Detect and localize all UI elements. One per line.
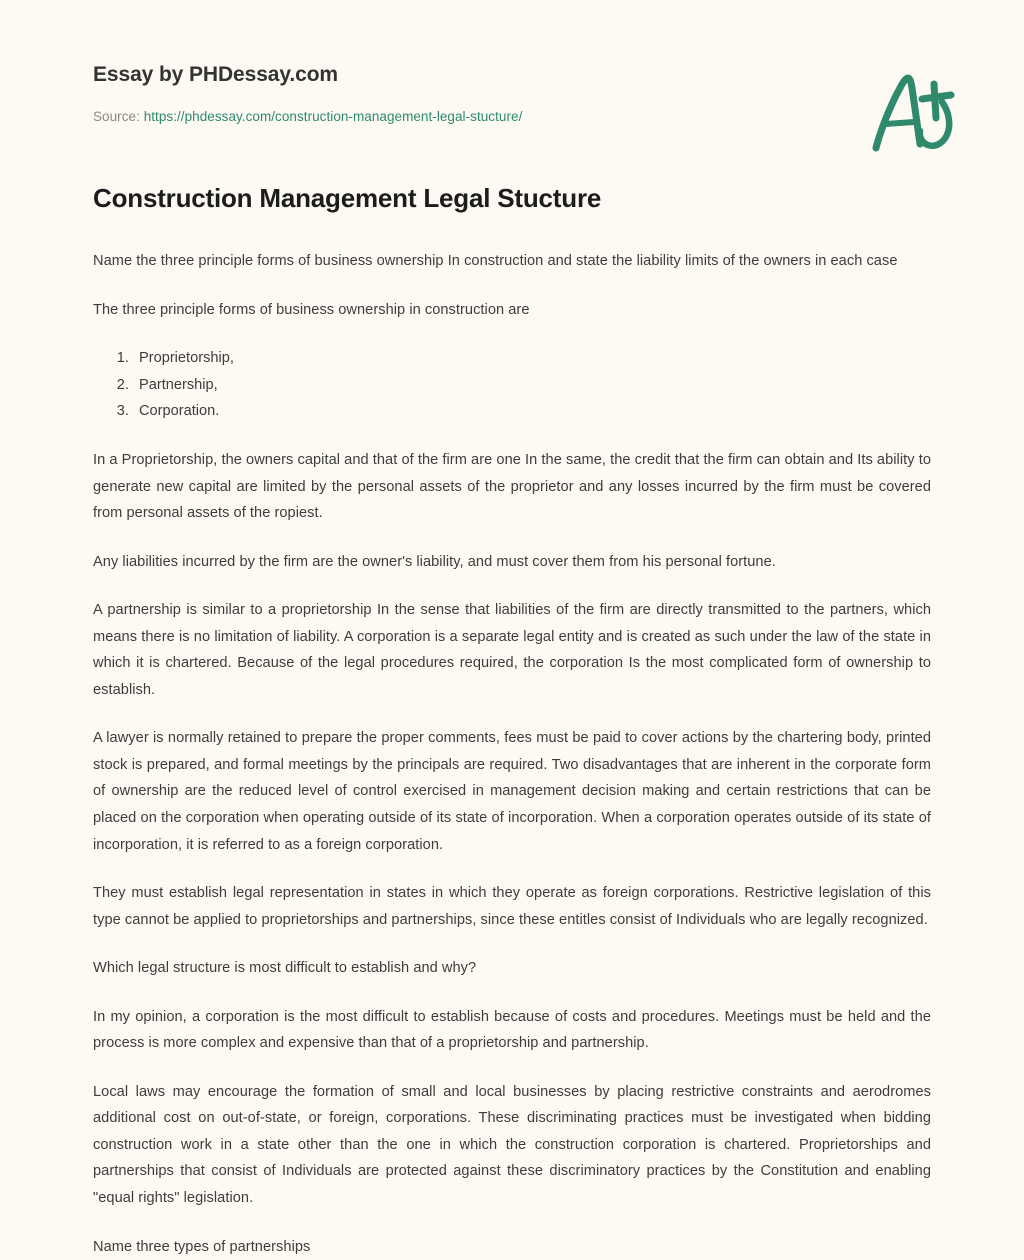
page-header [0, 0, 1024, 126]
paragraph-local-laws: Local laws may encourage the formation of small and local businesses by placing restrictive constraints and aerodromes additional cost on out-of-state, or foreign, corporations. These discriminating practices must be investigated when bidding construction work in a state other than the one in which the construction corporation is chartered. Proprietorships and partnerships that consist of Individuals are protected against these discriminatory practices by the Constitution and enabling "equal rights" legislation. [93, 1083, 931, 1206]
list-item: 2. Partnership, [133, 372, 931, 399]
paragraph-opinion: In my opinion, a corporation is the most difficult to establish because of costs and procedures. Meetings must be held and the process is more complex and expensive than that of a proprietorship and partnership. [93, 1008, 931, 1052]
source-url-link[interactable]: https://phdessay.com/construction-management-legal-stucture/ [143, 109, 523, 125]
paragraph-question-2: Which legal structure is most difficult to establish and why? [93, 960, 477, 977]
list-item: 3. Corporation. [133, 398, 931, 425]
paragraph-intro-forms: The three principle forms of business ownership in construction are [93, 301, 530, 318]
source-label: Source: [93, 109, 140, 125]
paragraph-liabilities: Any liabilities incurred by the firm are the owner's liability, and must cover them from his personal fortune. [93, 553, 776, 570]
paragraph-question-3: Name three types of partnerships [93, 1238, 311, 1255]
paragraph-proprietorship: In a Proprietorship, the owners capital and that of the firm are one In the same, the credit that the firm can obtain and Its ability to generate new capital are limited by the personal assets of the proprietor and any losses incurred by the firm must be covered from personal assets of the ropiest. [93, 451, 931, 522]
aplus-logo [856, 62, 976, 162]
paragraph-legal-representation: They must establish legal representation in states in which they operate as foreign corporations. Restrictive legislation of this type cannot be applied to proprietorships and partnerships, since these entitles consist of Individuals who are legally recognized. [93, 885, 931, 928]
page-title: Construction Management Legal Stucture [93, 182, 602, 213]
source-line [93, 108, 931, 126]
list-item: 1. Proprietorship, [133, 345, 931, 372]
ownership-forms-list [93, 345, 931, 425]
paragraph-question-1: Name the three principle forms of business ownership In construction and state the liability limits of the owners in each case [93, 253, 898, 270]
brand-title: Essay by PHDessay.com [93, 63, 338, 86]
paragraph-lawyer-retained: A lawyer is normally retained to prepare the proper comments, fees must be paid to cover actions by the chartering body, printed stock is prepared, and formal meetings by the principals are required. Two disadvantages that are inherent in the corporate form of ownership are the reduced level of control exercised in management decision making and certain restrictions that can be placed on the corporation when operating outside of its state of incorporation. When a corporation operates outside of its state of incorporation, it is referred to as a foreign corporation. [93, 730, 931, 853]
essay-article [0, 182, 1024, 1260]
paragraph-partnership-corporation: A partnership is similar to a proprietorship In the sense that liabilities of the firm are directly transmitted to the partners, which means there is no limitation of liability. A corporation is a separate legal entity and is created as such under the law of the state in which it is chartered. Because of the legal procedures required, the corporation Is the most complicated form of ownership to establish. [93, 602, 931, 698]
